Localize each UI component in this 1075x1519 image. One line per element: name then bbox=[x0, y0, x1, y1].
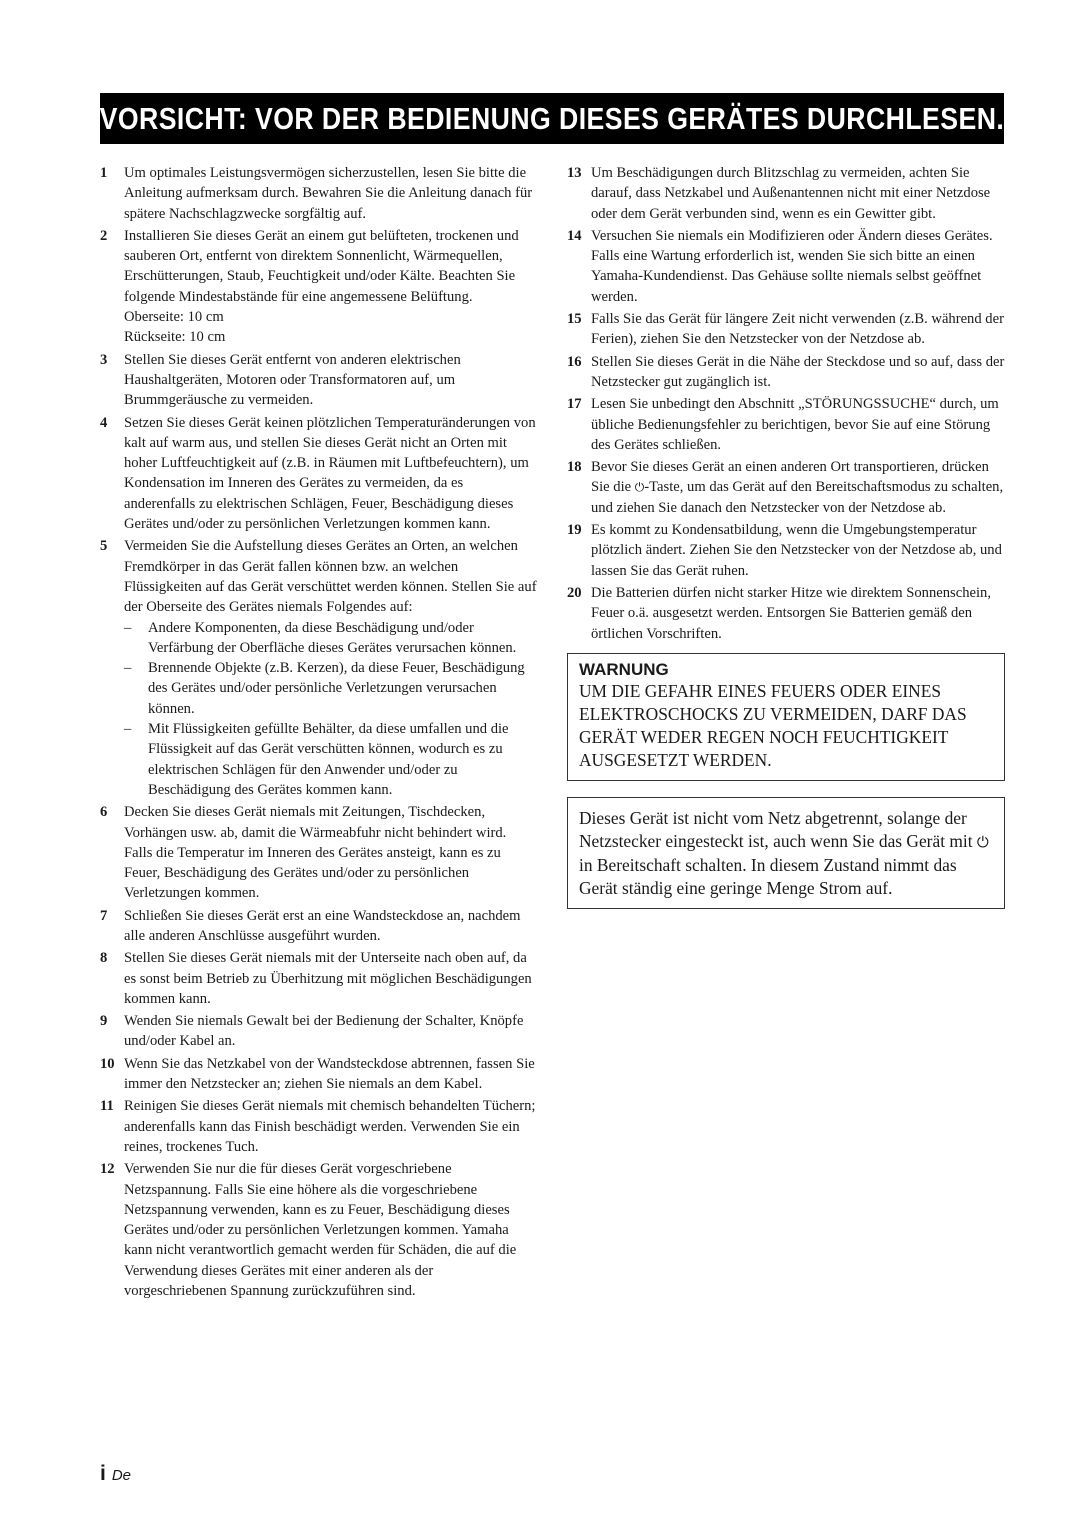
left-column bbox=[100, 163, 537, 1303]
sub-list-item bbox=[124, 719, 537, 800]
list-item bbox=[567, 394, 1005, 455]
item-number: 10 bbox=[100, 1055, 115, 1072]
item-number: 5 bbox=[100, 538, 108, 555]
item-number: 16 bbox=[567, 353, 582, 370]
sub-list bbox=[124, 618, 537, 801]
item-number: 11 bbox=[100, 1098, 114, 1115]
list-item bbox=[100, 413, 537, 535]
item-text-clearance-back: Rückseite: 10 cm bbox=[124, 329, 226, 346]
item-number: 6 bbox=[100, 804, 108, 821]
item-number: 1 bbox=[100, 165, 108, 181]
note-text: Dieses Gerät ist nicht vom Netz abgetrennt, solange der Netzstecker eingesteckt ist, auch wenn Sie das Gerät mit bbox=[579, 807, 977, 851]
item-text-clearance-top: Oberseite: 10 cm bbox=[124, 309, 224, 326]
item-text: Um optimales Leistungsvermögen sicherzustellen, lesen Sie bitte die Anleitung aufmerksam durch. Bewahren Sie die Anleitung danach für spätere Nachschlagzwecke sorgfältig auf. bbox=[124, 165, 533, 222]
item-text: Lesen Sie unbedingt den Abschnitt „STÖRUNGSSUCHE“ durch, um übliche Bedienungsfehler zu berichtigen, bevor Sie auf eine Störung des Gerätes schließen. bbox=[591, 396, 999, 453]
standby-note-box bbox=[567, 797, 1005, 909]
item-number: 19 bbox=[567, 522, 582, 539]
right-column bbox=[567, 163, 1005, 909]
sub-item-text: Brennende Objekte (z.B. Kerzen), da diese Feuer, Beschädigung des Gerätes und/oder persönliche Verletzungen verursachen können. bbox=[148, 660, 525, 717]
item-text: Falls Sie das Gerät für längere Zeit nicht verwenden (z.B. während der Ferien), ziehen Sie den Netzstecker von der Netzdose ab. bbox=[591, 311, 1004, 348]
item-text: Die Batterien dürfen nicht starker Hitze wie direktem Sonnenschein, Feuer o.ä. ausgesetzt werden. Entsorgen Sie Batterien gemäß den örtlichen Vorschriften. bbox=[591, 584, 991, 642]
power-icon: ⏻ bbox=[634, 480, 645, 495]
sub-list-item bbox=[124, 658, 537, 719]
safety-list-right bbox=[567, 163, 1005, 644]
warning-text: UM DIE GEFAHR EINES FEUERS ODER EINES ELEKTROSCHOCKS ZU VERMEIDEN, DARF DAS GERÄT WEDER REGEN NOCH FEUCHTIGKEIT AUSGESETZT WERDEN. bbox=[579, 680, 967, 770]
item-text: Setzen Sie dieses Gerät keinen plötzlichen Temperaturänderungen von kalt auf warm aus, und stellen Sie dieses Gerät nicht an Orten mit hoher Luftfeuchtigkeit auf (z.B. in Räumen mit Luftbefeuchtern), um Kondensation im Inneren des Gerätes zu vermeiden, da es anderenfalls zu elektrischen Schlägen, Feuer, Beschädigung dieses Gerätes und/oder zu persönlichen Verletzungen kommen kann. bbox=[124, 414, 536, 533]
item-number: 3 bbox=[100, 351, 108, 368]
list-item bbox=[100, 1011, 537, 1052]
item-text: Verwenden Sie nur die für dieses Gerät vorgeschriebene Netzspannung. Falls Sie eine höhere als die vorgeschriebene Netzspannung verwenden, kann es zu Feuer, Beschädigung dieses Gerätes und/oder zu persönlichen Verletzungen kommen. Yamaha kann nicht verantwortlich gemacht werden für Schäden, die auf die Verwendung dieses Gerätes mit einer anderen als der vorgeschriebenen Spannung zurückzuführen sind. bbox=[124, 1161, 517, 1300]
item-number: 8 bbox=[100, 950, 108, 967]
list-item bbox=[100, 1054, 537, 1095]
warning-box bbox=[567, 653, 1005, 781]
item-number: 2 bbox=[100, 227, 108, 244]
item-number: 17 bbox=[567, 396, 582, 413]
item-text: Wenden Sie niemals Gewalt bei der Bedienung der Schalter, Knöpfe und/oder Kabel an. bbox=[124, 1013, 524, 1050]
item-number: 9 bbox=[100, 1013, 108, 1030]
item-number: 14 bbox=[567, 227, 582, 244]
safety-list-left bbox=[100, 163, 537, 1301]
item-number: 7 bbox=[100, 907, 108, 924]
item-text: Installieren Sie dieses Gerät an einem gut belüfteten, trockenen und sauberen Ort, entfernt von direktem Sonnenlicht, Wärmequellen, Erschütterungen, Staub, Feuchtigkeit und/oder Kälte. Beachten Sie folgende Mindestabstände für eine angemessene Belüftung. bbox=[124, 227, 519, 305]
list-item bbox=[100, 536, 537, 800]
list-item bbox=[100, 1096, 537, 1157]
item-text: Stellen Sie dieses Gerät niemals mit der Unterseite nach oben auf, da es sonst beim Betrieb zu Überhitzung mit möglichen Beschädigungen kommen kann. bbox=[124, 950, 532, 1007]
item-text: Wenn Sie das Netzkabel von der Wandsteckdose abtrennen, fassen Sie immer den Netzstecker an; ziehen Sie niemals an dem Kabel. bbox=[124, 1055, 535, 1093]
power-icon: ⏻ bbox=[976, 832, 989, 851]
list-item bbox=[567, 352, 1005, 393]
item-text: Stellen Sie dieses Gerät in die Nähe der Steckdose und so auf, dass der Netzstecker gut zugänglich ist. bbox=[591, 353, 1005, 390]
page-footer bbox=[100, 1462, 131, 1486]
item-text: Bevor Sie dieses Gerät an einen anderen Ort transportieren, drücken Sie die bbox=[591, 459, 989, 496]
item-text: Versuchen Sie niemals ein Modifizieren oder Ändern dieses Gerätes. Falls eine Wartung erforderlich ist, wenden Sie sich bitte an einen Yamaha-Kundendienst. Das Gehäuse sollte niemals selbst geöffnet werden. bbox=[591, 227, 993, 305]
dash-bullet: – bbox=[124, 619, 132, 636]
item-number: 13 bbox=[567, 165, 582, 181]
list-item bbox=[567, 226, 1005, 307]
list-item bbox=[100, 163, 537, 224]
list-item bbox=[100, 226, 537, 348]
list-item bbox=[567, 163, 1005, 224]
page-header-banner bbox=[100, 93, 1004, 144]
item-text: Stellen Sie dieses Gerät entfernt von anderen elektrischen Haushaltgeräten, Motoren oder Transformatoren auf, um Brummgeräusche zu vermeiden. bbox=[124, 351, 461, 409]
list-item bbox=[100, 802, 537, 903]
item-text: Schließen Sie dieses Gerät erst an eine Wandsteckdose an, nachdem alle anderen Anschlüsse ausgeführt wurden. bbox=[124, 907, 521, 944]
list-item bbox=[567, 309, 1005, 350]
item-text: Vermeiden Sie die Aufstellung dieses Gerätes an Orten, an welchen Fremdkörper in das Gerät fallen können bzw. an welchen Flüssigkeiten auf das Gerät verschüttet werden können. Stellen Sie auf der Oberseite des Gerätes niemals Folgendes auf: bbox=[124, 538, 537, 616]
item-number: 15 bbox=[567, 311, 582, 328]
note-text: in Bereitschaft schalten. In diesem Zustand nimmt das Gerät ständig eine geringe Menge Strom auf. bbox=[579, 854, 957, 898]
dash-bullet: – bbox=[124, 721, 132, 738]
sub-item-text: Andere Komponenten, da diese Beschädigung und/oder Verfärbung der Oberfläche dieses Gerätes verursachen können. bbox=[148, 619, 517, 656]
list-item bbox=[100, 1159, 537, 1301]
list-item bbox=[100, 350, 537, 411]
language-code: De bbox=[111, 1467, 132, 1484]
sub-item-text: Mit Flüssigkeiten gefüllte Behälter, da diese umfallen und die Flüssigkeit auf das Gerät verschütten können, wodurch es zu elektrischen Schlägen für den Anwender und/oder zu Beschädigung des Gerätes kommen kann. bbox=[148, 721, 509, 798]
list-item bbox=[567, 520, 1005, 581]
item-text: Reinigen Sie dieses Gerät niemals mit chemisch behandelten Tüchern; anderenfalls kann das Finish beschädigt werden. Verwenden Sie ein reines, trockenes Tuch. bbox=[124, 1098, 536, 1155]
warning-title: WARNUNG bbox=[579, 659, 669, 679]
dash-bullet: – bbox=[124, 660, 132, 677]
list-item bbox=[100, 906, 537, 947]
item-number: 20 bbox=[567, 584, 582, 601]
list-item bbox=[567, 457, 1005, 518]
page-title: VORSICHT: VOR DER BEDIENUNG DIESES GERÄTES DURCHLESEN. bbox=[99, 100, 1005, 136]
item-text: Um Beschädigungen durch Blitzschlag zu vermeiden, achten Sie darauf, dass Netzkabel und Außenantennen nicht mit einer Netzdose oder dem Gerät verbunden sind, wenn es ein Gewitter gibt. bbox=[591, 165, 991, 222]
page-number: i bbox=[100, 1462, 106, 1485]
list-item bbox=[100, 948, 537, 1009]
item-text: Decken Sie dieses Gerät niemals mit Zeitungen, Tischdecken, Vorhängen usw. ab, damit die Wärmeabfuhr nicht behindert wird. Falls die Temperatur im Inneren des Gerätes ansteigt, kann es zu Feuer, Beschädigung des Gerätes und/oder zu persönlichen Verletzungen kommen. bbox=[124, 804, 507, 902]
item-text: -Taste, um das Gerät auf den Bereitschaftsmodus zu schalten, und ziehen Sie danach den Netzstecker von der Netzdose ab. bbox=[591, 479, 1004, 516]
item-number: 4 bbox=[100, 414, 108, 431]
item-number: 12 bbox=[100, 1161, 115, 1178]
item-number: 18 bbox=[567, 459, 582, 476]
sub-list-item bbox=[124, 618, 537, 659]
item-text: Es kommt zu Kondensatbildung, wenn die Umgebungstemperatur plötzlich ändert. Ziehen Sie den Netzstecker von der Netzdose ab, und lassen Sie das Gerät ruhen. bbox=[591, 522, 1002, 579]
list-item bbox=[567, 583, 1005, 644]
